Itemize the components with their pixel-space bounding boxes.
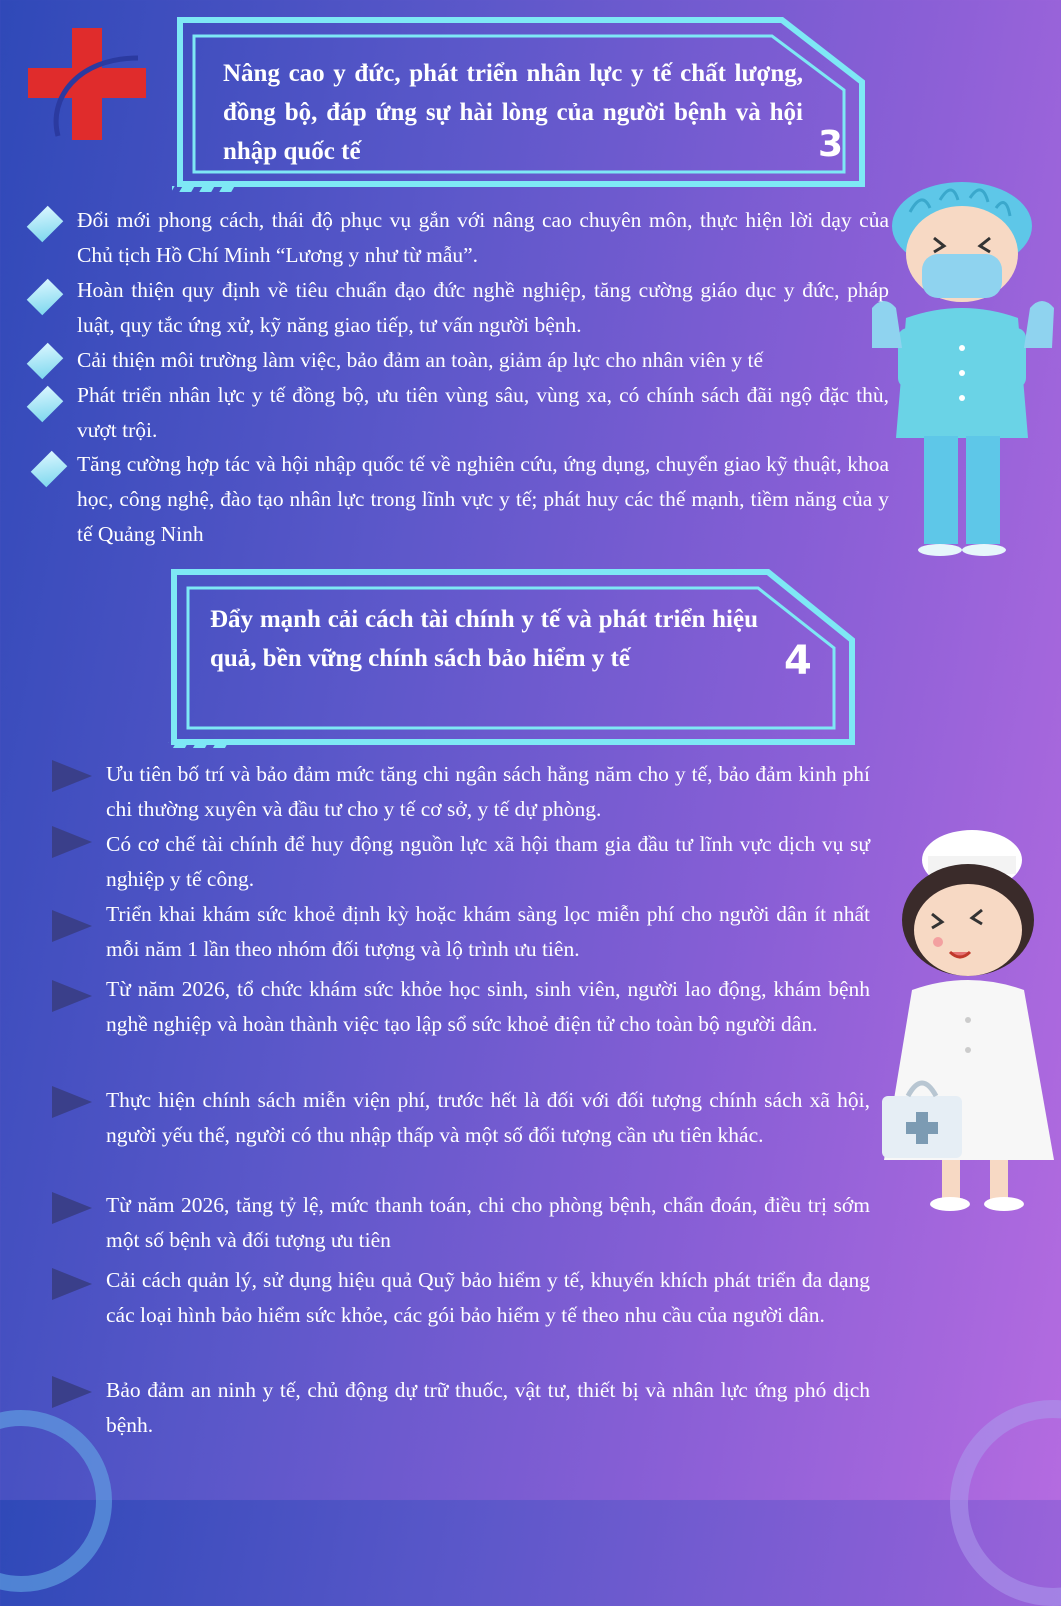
diamond-bullet-icon	[31, 451, 68, 488]
triangle-bullet-icon	[52, 1192, 92, 1224]
surgeon-nurse-illustration	[870, 178, 1056, 558]
section3-heading-box	[172, 14, 870, 194]
section3-number: 3	[818, 124, 843, 165]
triangle-bullet-icon	[52, 1376, 92, 1408]
section3-item-3: Cải thiện môi trường làm việc, bảo đảm an toàn, giảm áp lực cho nhân viên y tế	[77, 343, 889, 378]
section3-item-1: Đổi mới phong cách, thái độ phục vụ gắn với nâng cao chuyên môn, thực hiện lời dạy của Chủ tịch Hồ Chí Minh “Lương y như từ mẫu”.	[77, 203, 889, 273]
section3-item-4: Phát triển nhân lực y tế đồng bộ, ưu tiên vùng sâu, vùng xa, có chính sách đãi ngộ đặc thù, vượt trội.	[77, 378, 889, 448]
section4-item-4: Từ năm 2026, tổ chức khám sức khỏe học sinh, sinh viên, người lao động, khám bệnh nghề nghiệp và hoàn thành việc tạo lập sổ sức khoẻ điện tử cho toàn bộ người dân.	[106, 972, 870, 1042]
section4-item-2: Có cơ chế tài chính để huy động nguồn lực xã hội tham gia đầu tư lĩnh vực dịch vụ sự nghiệp y tế công.	[106, 827, 870, 897]
triangle-bullet-icon	[52, 826, 92, 858]
nurse-with-medkit-illustration	[872, 820, 1058, 1220]
section4-item-1: Ưu tiên bố trí và bảo đảm mức tăng chi ngân sách hằng năm cho y tế, bảo đảm kinh phí chi thường xuyên và đầu tư cho y tế cơ sở, y tế dự phòng.	[106, 757, 870, 827]
decorative-circle	[950, 1400, 1061, 1606]
section4-item-7: Cải cách quản lý, sử dụng hiệu quả Quỹ bảo hiểm y tế, khuyến khích phát triển đa dạng các loại hình bảo hiểm sức khỏe, các gói bảo hiểm y tế theo nhu cầu của người dân.	[106, 1263, 870, 1333]
diamond-bullet-icon	[27, 206, 64, 243]
section4-item-3: Triển khai khám sức khoẻ định kỳ hoặc khám sàng lọc miễn phí cho người dân ít nhất mỗi năm 1 lần theo nhóm đối tượng và lộ trình ưu tiên.	[106, 897, 870, 967]
section4-number: 4	[784, 638, 812, 684]
diamond-bullet-icon	[27, 279, 64, 316]
triangle-bullet-icon	[52, 1268, 92, 1300]
section3-heading: Nâng cao y đức, phát triển nhân lực y tế chất lượng, đồng bộ, đáp ứng sự hài lòng của người bệnh và hội nhập quốc tế	[223, 54, 803, 171]
diamond-bullet-icon	[27, 343, 64, 380]
section3-item-5: Tăng cường hợp tác và hội nhập quốc tế về nghiên cứu, ứng dụng, chuyển giao kỹ thuật, khoa học, công nghệ, đào tạo nhân lực trong lĩnh vực y tế; phát huy các thế mạnh, tiềm năng của y tế Quảng Ninh	[77, 447, 889, 552]
section4-heading-box	[168, 566, 858, 750]
section4-heading: Đẩy mạnh cải cách tài chính y tế và phát triển hiệu quả, bền vững chính sách bảo hiểm y tế	[210, 600, 758, 678]
section4-item-6: Từ năm 2026, tăng tỷ lệ, mức thanh toán, chi cho phòng bệnh, chẩn đoán, điều trị sớm một số bệnh và đối tượng ưu tiên	[106, 1188, 870, 1258]
triangle-bullet-icon	[52, 1086, 92, 1118]
section3-item-2: Hoàn thiện quy định về tiêu chuẩn đạo đức nghề nghiệp, tăng cường giáo dục y đức, pháp luật, quy tắc ứng xử, kỹ năng giao tiếp, tư vấn người bệnh.	[77, 273, 889, 343]
diamond-bullet-icon	[27, 386, 64, 423]
triangle-bullet-icon	[52, 980, 92, 1012]
decorative-circle	[0, 1410, 112, 1592]
triangle-bullet-icon	[52, 760, 92, 792]
red-cross-logo	[28, 28, 146, 140]
section4-item-5: Thực hiện chính sách miễn viện phí, trước hết là đối với đối tượng chính sách xã hội, người yếu thế, người có thu nhập thấp và một số đối tượng cần ưu tiên khác.	[106, 1083, 870, 1153]
triangle-bullet-icon	[52, 910, 92, 942]
section4-item-8: Bảo đảm an ninh y tế, chủ động dự trữ thuốc, vật tư, thiết bị và nhân lực ứng phó dịch bệnh.	[106, 1373, 870, 1443]
